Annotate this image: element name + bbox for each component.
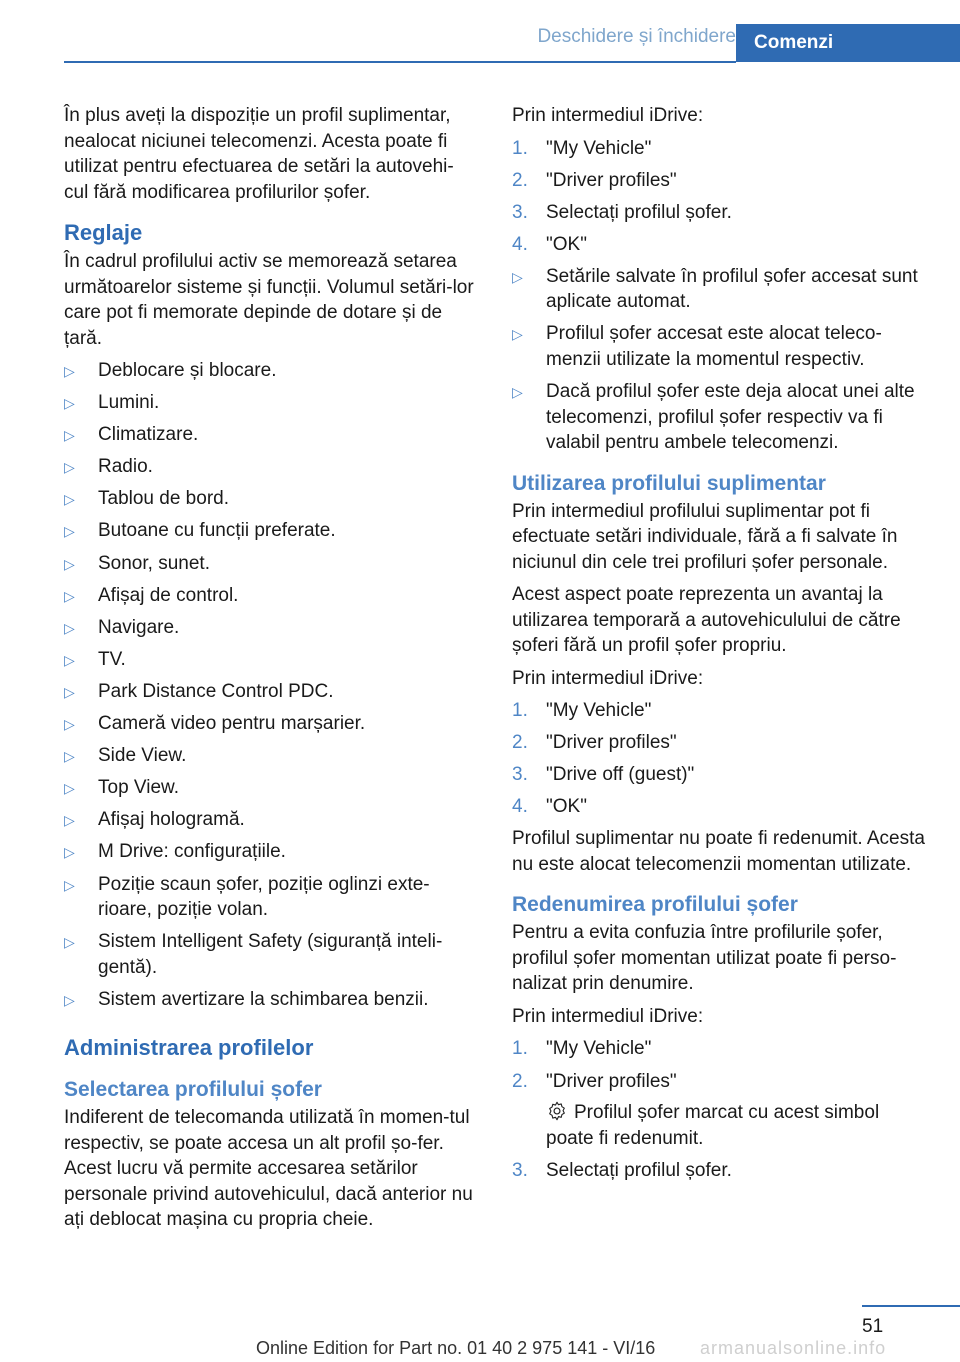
bullet-text: Deblocare și blocare. [98, 360, 277, 381]
right-column [512, 103, 930, 1190]
step-item [512, 1069, 930, 1152]
bullet-text: Afișaj de control. [98, 584, 239, 606]
rename-heading: Redenumirea profilului șofer [512, 893, 798, 917]
triangle-right-icon: ▷ [64, 934, 75, 951]
step-item [512, 762, 930, 788]
bullet-item [64, 711, 476, 737]
reglaje-paragraph: În cadrul profilului activ se memorează setarea următoarelor sisteme și funcții. Volumul setări‐lor care pot fi memorate depinde de dotare și de țară. [64, 251, 474, 349]
step-number: 2. [512, 732, 528, 754]
admin-heading: Administrarea profilelor [64, 1035, 314, 1061]
triangle-right-icon: ▷ [512, 384, 523, 401]
step-number: 1. [512, 700, 528, 722]
bullet-text: Side View. [98, 745, 187, 767]
gear-icon [546, 1100, 568, 1122]
triangle-right-icon: ▷ [64, 780, 75, 797]
step-item [512, 1036, 930, 1062]
idrive-label-1: Prin intermediul iDrive: [512, 105, 704, 126]
step-text: "Drive off (guest)" [546, 764, 695, 786]
triangle-right-icon: ▷ [64, 844, 75, 861]
reglaje-heading: Reglaje [64, 220, 143, 245]
bullet-text: Navigare. [98, 616, 180, 638]
bullet-item [64, 422, 476, 448]
bullet-text: Top View. [98, 777, 179, 799]
step-item [512, 168, 930, 194]
triangle-right-icon: ▷ [512, 326, 523, 343]
bullet-item [64, 647, 476, 673]
triangle-right-icon: ▷ [64, 651, 75, 668]
step-text: "My Vehicle" [546, 137, 652, 159]
triangle-right-icon: ▷ [64, 587, 75, 604]
rename-paragraph: Pentru a evita confuzia între profilurile șofer, profilul șofer momentan utilizat poate fi perso‐nalizat prin denumire. [512, 922, 897, 995]
step-item [512, 200, 930, 226]
bullet-text: Lumini. [98, 392, 160, 414]
step-number: 1. [512, 1038, 528, 1060]
step-text: "Driver profiles" [546, 732, 677, 754]
bullet-item [64, 583, 476, 609]
triangle-right-icon: ▷ [64, 991, 75, 1008]
bullet-text: Butoane cu funcții preferate. [98, 520, 336, 542]
step-text: "OK" [546, 796, 587, 818]
bullet-text: TV. [98, 648, 126, 670]
step-text: "Driver profiles" [546, 169, 677, 191]
triangle-right-icon: ▷ [64, 395, 75, 412]
steps-list-3 [512, 1036, 930, 1183]
select-heading: Selectarea profilului șofer [64, 1078, 322, 1102]
bullet-text: M Drive: configurațiile. [98, 841, 286, 863]
step-number: 4. [512, 796, 528, 818]
step-text: "Driver profiles" [546, 1070, 677, 1092]
step-number: 3. [512, 1159, 528, 1181]
bullet-text: Radio. [98, 456, 153, 478]
bullet-item [512, 379, 930, 456]
bullet-item [64, 551, 476, 577]
step-text: "OK" [546, 233, 587, 255]
bullet-item [64, 775, 476, 801]
bullet-item [64, 518, 476, 544]
header-tab-comenzi[interactable]: Comenzi [736, 24, 960, 62]
triangle-right-icon: ▷ [64, 619, 75, 636]
triangle-right-icon: ▷ [64, 555, 75, 572]
header-section-title: Deschidere și închidere [537, 26, 736, 47]
select-paragraph: Indiferent de telecomanda utilizată în momen‐tul respectiv, se poate accesa un alt profil șo‐fer. Acest lucru vă permite accesarea setărilor personale privind autovehiculul, dacă anterior nu ați deblocat mașina cu propria cheie. [64, 1107, 473, 1231]
bullet-item [64, 358, 476, 384]
bullet-text: Setările salvate în profilul șofer accesat sunt aplicate automat. [546, 265, 918, 313]
bullet-text: Sistem Intelligent Safety (siguranță inteli‐gentă). [98, 931, 443, 978]
bullet-text: Profilul șofer accesat este alocat teleco‐menzii utilizate la momentul respectiv. [546, 323, 882, 370]
bullet-item [64, 454, 476, 480]
step-text: "My Vehicle" [546, 1038, 652, 1060]
step-number: 2. [512, 169, 528, 191]
bullet-text: Sonor, sunet. [98, 552, 210, 574]
step-item [512, 698, 930, 724]
step-note [546, 1100, 930, 1151]
step-number: 3. [512, 764, 528, 786]
triangle-right-icon: ▷ [64, 491, 75, 508]
step-item [512, 136, 930, 162]
step-text: "My Vehicle" [546, 700, 652, 722]
notes-list-1 [512, 264, 930, 456]
triangle-right-icon: ▷ [64, 812, 75, 829]
bullet-text: Sistem avertizare la schimbarea benzii. [98, 988, 429, 1010]
extra-paragraph-1: Prin intermediul profilului suplimentar pot fi efectuate setări individuale, fără a fi salvate în niciunul din cele trei profiluri șofer personale. [512, 500, 898, 573]
bullet-text: Tablou de bord. [98, 488, 229, 510]
bullet-text: Climatizare. [98, 424, 199, 446]
bullet-item [64, 929, 476, 980]
footer-edition: Online Edition for Part no. 01 40 2 975 141 - VI/16 [256, 1338, 656, 1358]
bullet-text: Afișaj hologramă. [98, 809, 245, 831]
step-number: 4. [512, 233, 528, 255]
triangle-right-icon: ▷ [64, 427, 75, 444]
step-number: 1. [512, 137, 528, 159]
triangle-right-icon: ▷ [512, 268, 523, 285]
page-number-rule [862, 1305, 960, 1307]
bullet-item [64, 839, 476, 865]
bullet-text: Park Distance Control PDC. [98, 680, 334, 702]
bullet-item [64, 486, 476, 512]
watermark: armanualsonline.info [700, 1338, 887, 1358]
triangle-right-icon: ▷ [64, 459, 75, 476]
step-item [512, 232, 930, 258]
bullet-text: Poziție scaun șofer, poziție oglinzi exte‐rioare, poziție volan. [98, 873, 430, 920]
step-item [512, 794, 930, 820]
reglaje-list [64, 358, 476, 1012]
bullet-item [64, 679, 476, 705]
steps-list-1 [512, 136, 930, 258]
step-item [512, 1158, 930, 1184]
extra-heading: Utilizarea profilului suplimentar [512, 471, 826, 495]
step-number: 3. [512, 201, 528, 223]
step-number: 2. [512, 1070, 528, 1092]
step-text: Selectați profilul șofer. [546, 1159, 732, 1181]
left-column [64, 103, 476, 1240]
idrive-label-2: Prin intermediul iDrive: [512, 667, 704, 689]
bullet-item [512, 264, 930, 315]
bullet-text: Cameră video pentru marșarier. [98, 713, 366, 735]
bullet-item [64, 987, 476, 1013]
step-text: Selectați profilul șofer. [546, 201, 732, 223]
triangle-right-icon: ▷ [64, 363, 75, 379]
bullet-item [64, 615, 476, 641]
extra-paragraph-3: Profilul suplimentar nu poate fi redenumit. Acesta nu este alocat telecomenzii momentan utilizate. [512, 828, 925, 875]
step-note-text: Profilul șofer marcat cu acest simbol poate fi redenumit. [546, 1102, 880, 1149]
idrive-label-3: Prin intermediul iDrive: [512, 1005, 704, 1027]
triangle-right-icon: ▷ [64, 876, 75, 893]
header-rule [64, 61, 736, 63]
intro-paragraph: În plus aveți la dispoziție un profil suplimentar, nealocat niciunei telecomenzi. Acesta poate fi utilizat pentru efectuarea de setări la autovehi‐cul fără modificarea profilurilor șofer. [64, 105, 454, 203]
bullet-item [512, 321, 930, 372]
step-item [512, 730, 930, 756]
bullet-item [64, 743, 476, 769]
triangle-right-icon: ▷ [64, 716, 75, 733]
bullet-item [64, 872, 476, 923]
bullet-text: Dacă profilul șofer este deja alocat unei alte telecomenzi, profilul șofer respectiv va fi valabil pentru ambele telecomenzi. [546, 381, 915, 454]
triangle-right-icon: ▷ [64, 683, 75, 700]
extra-paragraph-2: Acest aspect poate reprezenta un avantaj la utilizarea temporară a autovehiculului de către șoferi fără un profil șofer propriu. [512, 584, 901, 657]
page-number: 51 [862, 1316, 884, 1337]
triangle-right-icon: ▷ [64, 523, 75, 540]
bullet-item [64, 807, 476, 833]
steps-list-2 [512, 698, 930, 820]
bullet-item [64, 390, 476, 416]
triangle-right-icon: ▷ [64, 748, 75, 765]
